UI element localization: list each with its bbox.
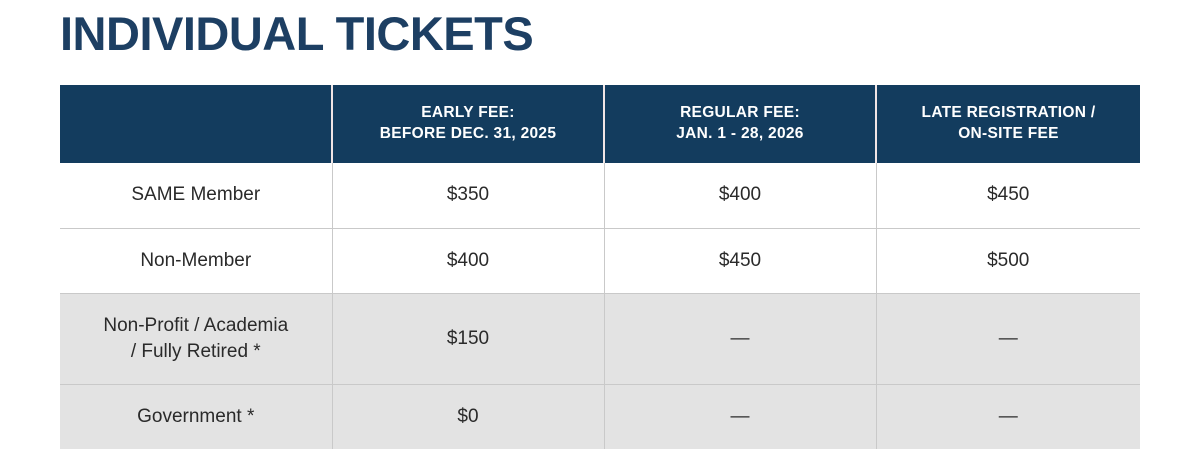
column-header-late-fee-line1: LATE REGISTRATION /: [921, 104, 1096, 122]
row-label-line1: SAME Member: [131, 184, 261, 206]
column-header-regular-fee-line1: REGULAR FEE:: [680, 104, 800, 122]
cell-non-member-early: $400: [332, 228, 604, 293]
cell-non-profit-regular: —: [604, 293, 876, 384]
page-title: INDIVIDUAL TICKETS: [60, 7, 534, 60]
row-label-line1: Government *: [137, 405, 255, 427]
column-header-category: [60, 85, 332, 163]
cell-government-regular: —: [604, 384, 876, 449]
column-header-late-fee-line2: ON-SITE FEE: [958, 125, 1059, 142]
column-header-early-fee-line1: EARLY FEE:: [421, 104, 515, 122]
row-label-government: [60, 384, 332, 449]
cell-government-early: $0: [332, 384, 604, 449]
cell-government-late: —: [876, 384, 1140, 449]
row-label-same-member: [60, 163, 332, 228]
individual-tickets-table: [60, 85, 1140, 449]
individual-tickets-table-wrapper: [60, 85, 1140, 449]
cell-non-member-late: $500: [876, 228, 1140, 293]
table-body: [60, 163, 1140, 449]
column-header-early-fee: [332, 85, 604, 163]
column-header-regular-fee-line2: JAN. 1 - 28, 2026: [676, 125, 804, 142]
cell-non-profit-late: —: [876, 293, 1140, 384]
row-label-non-member: [60, 228, 332, 293]
row-label-line1: Non-Profit / Academia: [103, 314, 289, 336]
table-row: [60, 163, 1140, 228]
column-header-late-fee: [876, 85, 1140, 163]
cell-non-profit-early: $150: [332, 293, 604, 384]
cell-same-member-early: $350: [332, 163, 604, 228]
row-label-non-profit-academia: [60, 293, 332, 384]
row-label-line2: / Fully Retired *: [130, 340, 261, 362]
column-header-regular-fee: [604, 85, 876, 163]
table-row: [60, 228, 1140, 293]
table-row: [60, 384, 1140, 449]
table-header-row: [60, 85, 1140, 163]
row-label-line1: Non-Member: [140, 249, 252, 271]
cell-same-member-regular: $400: [604, 163, 876, 228]
cell-same-member-late: $450: [876, 163, 1140, 228]
column-header-early-fee-line2: BEFORE DEC. 31, 2025: [379, 125, 557, 142]
table-row: [60, 293, 1140, 384]
cell-non-member-regular: $450: [604, 228, 876, 293]
table-header: [60, 85, 1140, 163]
